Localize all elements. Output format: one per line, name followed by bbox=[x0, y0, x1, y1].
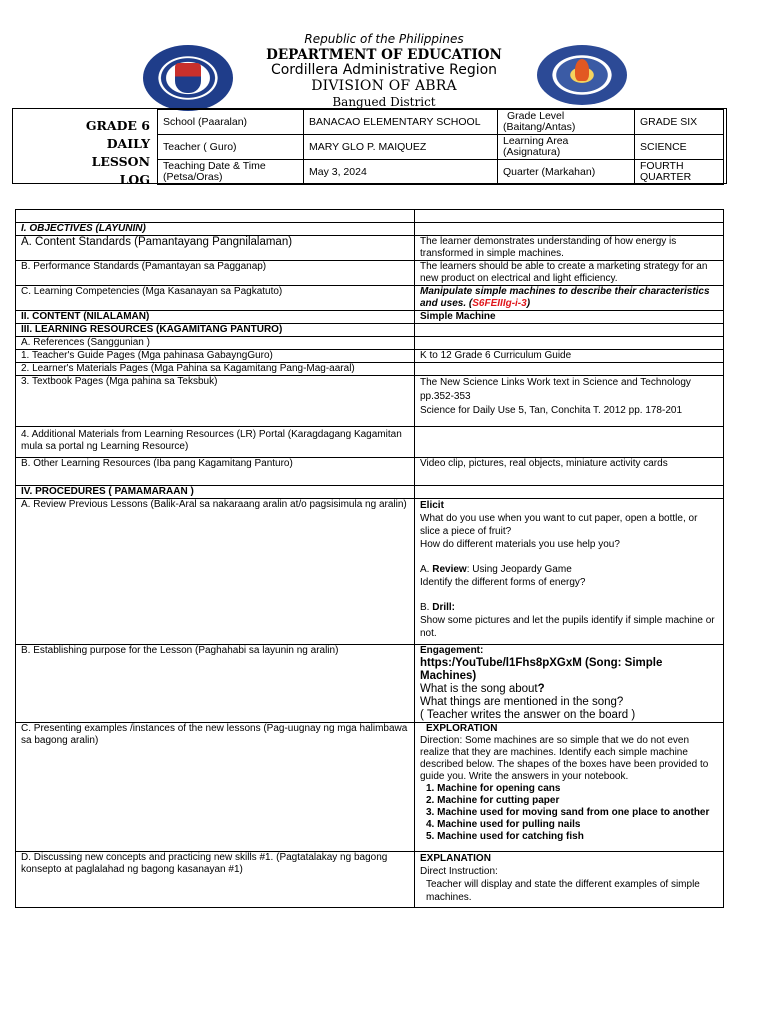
youtube-link: https:/YouTube/l1Fhs8pXGxM (Song: Simple Machines) bbox=[420, 657, 663, 682]
date-value: May 3, 2024 bbox=[304, 160, 498, 185]
learning-area-label: Learning Area (Asignatura) bbox=[498, 135, 635, 160]
learning-area-value: SCIENCE bbox=[635, 135, 724, 160]
discussing-concepts-label: D. Discussing new concepts and practicing new skills #1. (Pagtatalakay ng bagong konsepto at paglalahad ng bagong kasanayan #1) bbox=[16, 852, 415, 908]
table-row bbox=[16, 376, 724, 427]
table-row bbox=[16, 427, 724, 458]
school-value: BANACAO ELEMENTARY SCHOOL bbox=[304, 110, 498, 135]
competency-code: S6FEIIIg-i-3 bbox=[472, 298, 527, 309]
table-row bbox=[16, 261, 724, 286]
learners-materials-label: 2. Learner's Materials Pages (Mga Pahina sa Kagamitang Pang-Mag-aaral) bbox=[16, 363, 415, 376]
table-row bbox=[16, 223, 724, 236]
table-row bbox=[16, 311, 724, 324]
info-table bbox=[157, 109, 724, 185]
learning-resources-heading: III. LEARNING RESOURCES (KAGAMITANG PANTURO) bbox=[16, 324, 415, 337]
table-row bbox=[16, 236, 724, 261]
quarter-value: FOURTH QUARTER bbox=[635, 160, 724, 185]
objectives-heading: I. OBJECTIVES (LAYUNIN) bbox=[16, 223, 415, 236]
content-label: II. CONTENT (NILALAMAN) bbox=[16, 311, 415, 324]
table-row bbox=[16, 645, 724, 723]
learning-competencies-value: Manipulate simple machines to describe their characteristics and uses. (S6FEIIIg-i-3) bbox=[415, 286, 724, 311]
table-row bbox=[16, 286, 724, 311]
textbook-pages-value: The New Science Links Work text in Science and Technology pp.352-353 Science for Daily Use 5, Tan, Conchita T. 2012 pp. 178-201 bbox=[415, 376, 724, 427]
department-heading: DEPARTMENT OF EDUCATION bbox=[266, 47, 502, 63]
grade-level-label: Grade Level (Baitang/Antas) bbox=[498, 110, 635, 135]
performance-standards-value: The learners should be able to create a marketing strategy for an new product on electrical and light efficiency. bbox=[415, 261, 724, 286]
grade-level-value: GRADE SIX bbox=[635, 110, 724, 135]
references-label: A. References (Sanggunian ) bbox=[16, 337, 415, 350]
table-row bbox=[16, 723, 724, 852]
division-heading: DIVISION OF ABRA bbox=[311, 78, 457, 94]
content-value: Simple Machine bbox=[415, 311, 724, 324]
other-resources-label: B. Other Learning Resources (Iba pang Kagamitang Panturo) bbox=[16, 458, 415, 486]
table-row bbox=[16, 458, 724, 486]
review-value: Elicit What do you use when you want to cut paper, open a bottle, or slice a piece of fruit? How do different materials you use help you? A. Review: Using Jeopardy Game Identify the different forms of energy? B. Drill: Show some pictures and let the pupils identify if simple machine or not. bbox=[415, 499, 724, 645]
discussing-concepts-value: EXPLANATION Direct Instruction: Teacher will display and state the different examples of simple machines. bbox=[415, 852, 724, 908]
presenting-examples-value: EXPLORATION Direction: Some machines are so simple that we do not even realize that they are machines. Identify each simple machine described below. The shapes of the boxes have been provided to guide you. Write the answers in your notebook. 1. Machine for opening cans 2. Machine for cutting paper 3. Machine used for moving sand from one place to another 4. Machine used for pulling nails 5. Machine used for catching fish bbox=[415, 723, 724, 852]
table-row bbox=[16, 324, 724, 337]
table-row bbox=[16, 337, 724, 350]
table-row bbox=[16, 350, 724, 363]
teacher-value: MARY GLO P. MAIQUEZ bbox=[304, 135, 498, 160]
table-row bbox=[16, 852, 724, 908]
quarter-label: Quarter (Markahan) bbox=[498, 160, 635, 185]
content-standards-value: The learner demonstrates understanding of how energy is transformed in simple machines. bbox=[415, 236, 724, 261]
table-row bbox=[16, 210, 724, 223]
performance-standards-label: B. Performance Standards (Pamantayan sa Pagganap) bbox=[16, 261, 415, 286]
district-heading: Bangued District bbox=[332, 95, 436, 109]
learning-competencies-label: C. Learning Competencies (Mga Kasanayan sa Pagkatuto) bbox=[16, 286, 415, 311]
teacher-label: Teacher ( Guro) bbox=[158, 135, 304, 160]
content-standards-label: A. Content Standards (Pamantayang Pangnilalaman) bbox=[16, 236, 415, 261]
review-label: A. Review Previous Lessons (Balik-Aral sa nakaraang aralin at/o pagsisimula ng aralin) bbox=[16, 499, 415, 645]
additional-materials-label: 4. Additional Materials from Learning Resources (LR) Portal (Karagdagang Kagamitan mula sa portal ng Learning Resource) bbox=[16, 427, 415, 458]
teachers-guide-label: 1. Teacher's Guide Pages (Mga pahinasa GabayngGuro) bbox=[16, 350, 415, 363]
lesson-log-table bbox=[15, 209, 724, 908]
date-label: Teaching Date & Time (Petsa/Oras) bbox=[158, 160, 304, 185]
info-box bbox=[12, 108, 727, 187]
establishing-purpose-label: B. Establishing purpose for the Lesson (Paghahabi sa layunin ng aralin) bbox=[16, 645, 415, 723]
table-row bbox=[16, 499, 724, 645]
republic-heading: Republic of the Philippines bbox=[304, 32, 464, 46]
school-label: School (Paaralan) bbox=[158, 110, 304, 135]
teachers-guide-value: K to 12 Grade 6 Curriculum Guide bbox=[415, 350, 724, 363]
other-resources-value: Video clip, pictures, real objects, miniature activity cards bbox=[415, 458, 724, 486]
establishing-purpose-value: Engagement: https:/YouTube/l1Fhs8pXGxM (Song: Simple Machines) What is the song about? What things are mentioned in the song? ( Teacher writes the answer on the board ) bbox=[415, 645, 724, 723]
document-title: GRADE 6 DAILY LESSON LOG bbox=[85, 118, 150, 187]
table-row bbox=[16, 363, 724, 376]
table-row bbox=[16, 486, 724, 499]
textbook-pages-label: 3. Textbook Pages (Mga pahina sa Teksbuk) bbox=[16, 376, 415, 427]
region-heading: Cordillera Administrative Region bbox=[270, 62, 498, 78]
presenting-examples-label: C. Presenting examples /instances of the new lessons (Pag-uugnay ng mga halimbawa sa bagong aralin) bbox=[16, 723, 415, 852]
procedures-heading: IV. PROCEDURES ( PAMAMARAAN ) bbox=[16, 486, 415, 499]
